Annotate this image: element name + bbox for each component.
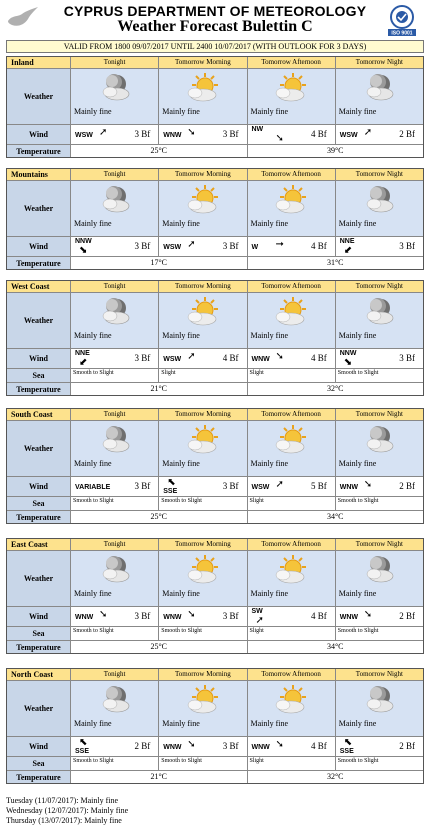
wind-direction: WNW [75,614,94,621]
wind-force: 5 Bf [311,481,327,491]
wind-direction: NNW [339,350,357,357]
wind-direction: WNW [339,614,359,621]
sea-state: Slight [248,627,336,640]
period-header: Tonight [71,669,159,680]
weather-cell [71,293,159,348]
temperature-label: Temperature [7,771,71,783]
wind-row [7,737,423,757]
wind-direction: WNW [339,484,359,491]
outlook-day: Tuesday (11/07/2017): Mainly fine [6,796,119,805]
sun-cloud-icon [273,72,309,104]
wind-row [7,607,423,627]
weather-description: Mainly fine [250,589,289,598]
region-header-row [7,539,423,551]
weather-label: Weather [7,551,71,606]
wind-arrow-icon: ➚ [255,615,264,626]
period-header: Tomorrow Afternoon [248,409,336,420]
wind-label: Wind [7,349,71,368]
wind-arrow-icon: ➘ [275,739,284,750]
wind-arrow-icon: ➚ [99,127,108,138]
wind-label: Wind [7,125,71,144]
sea-label: Sea [7,627,71,640]
period-header: Tomorrow Night [336,409,423,420]
region-header-row [7,409,423,421]
period-header: Tomorrow Morning [159,281,247,292]
weather-description: Mainly fine [162,331,200,340]
wind-row [7,125,423,145]
sun-cloud-icon [185,184,221,216]
wind-arrow-icon: ⬋ [343,245,353,256]
weather-description: Mainly fine [250,719,289,728]
region-name: Inland [7,57,71,68]
weather-row [7,69,423,125]
sea-state: Slight [248,757,336,770]
weather-description: Mainly fine [74,331,112,340]
wind-direction: WNW [163,744,182,751]
period-header: Tomorrow Morning [159,669,247,680]
wind-force: 3 Bf [222,481,239,491]
wind-label: Wind [7,607,71,626]
wind-cell [159,477,247,496]
wind-force: 3 Bf [399,241,415,251]
wind-direction: NNE [75,350,90,357]
sea-row [7,369,423,383]
wind-cell [159,737,247,756]
wind-force: 2 Bf [399,129,415,139]
weather-cell [248,293,336,348]
wind-arrow-icon: ⬉ [167,477,176,488]
sun-cloud-icon [273,424,309,456]
weather-description: Mainly fine [338,589,377,598]
wind-force: 4 Bf [222,353,239,363]
wind-cell [248,125,336,144]
period-header: Tonight [71,281,159,292]
weather-description: Mainly fine [162,459,200,468]
sun-cloud-icon [273,554,309,586]
wind-arrow-icon: ➚ [187,239,196,250]
wind-force: 3 Bf [134,129,151,139]
moon-cloud-icon [97,296,133,328]
weather-description: Mainly fine [74,459,112,468]
sea-label: Sea [7,369,71,382]
sea-state: Slight [248,497,336,510]
wind-arrow-icon: ➘ [187,739,196,750]
region-west-coast [6,280,424,396]
period-header: Tonight [71,539,159,550]
weather-cell [248,69,336,124]
temperature-row [7,145,423,157]
region-north-coast [6,668,424,784]
wind-cell [248,477,336,496]
sea-row [7,757,423,771]
wind-cell [336,607,423,626]
weather-label: Weather [7,681,71,736]
weather-description: Mainly fine [74,107,112,116]
wind-arrow-icon: ➘ [363,609,373,620]
sea-state: Smooth to Slight [337,758,379,764]
temperature-night: 25°C [71,145,248,157]
weather-description: Mainly fine [74,219,112,228]
temperature-day: 34°C [326,512,344,521]
sea-state: Smooth to Slight [159,627,247,640]
wind-force: 4 Bf [311,241,327,251]
wind-force: 2 Bf [399,611,415,621]
weather-row [7,421,423,477]
iso-badge-text: ISO 9001 [391,30,413,36]
weather-description: Mainly fine [250,219,289,228]
wind-cell [248,237,336,256]
temperature-day: 32°C [326,772,344,781]
moon-cloud-icon [361,424,397,456]
wind-force: 2 Bf [399,481,415,491]
weather-cell [336,421,423,476]
wind-direction: SSE [339,748,354,755]
region-name: Mountains [7,169,71,180]
wind-arrow-icon: ➞ [275,239,284,250]
moon-cloud-icon [97,424,133,456]
bulletin-title: Weather Forecast Bulettin C [117,18,313,35]
weather-cell [248,681,336,736]
wind-label: Wind [7,477,71,496]
weather-row [7,551,423,607]
weather-cell [336,681,423,736]
weather-cell [159,181,247,236]
sea-row [7,627,423,641]
sun-cloud-icon [185,554,221,586]
wind-arrow-icon: ⬋ [79,357,88,368]
sun-cloud-icon [185,424,221,456]
wind-force: 3 Bf [222,741,239,751]
sun-cloud-icon [185,72,221,104]
temperature-row [7,383,423,395]
temperature-label: Temperature [7,641,71,653]
wind-cell [336,237,423,256]
sea-state: Smooth to Slight [71,757,159,770]
wind-cell [159,237,247,256]
wind-cell [159,607,247,626]
region-name: South Coast [7,409,71,420]
sea-label: Sea [7,757,71,770]
wind-arrow-icon: ⬊ [79,245,88,256]
weather-cell [336,551,423,606]
period-header: Tomorrow Afternoon [248,281,336,292]
weather-description: Mainly fine [162,219,200,228]
weather-description: Mainly fine [162,589,200,598]
weather-cell [71,681,159,736]
weather-cell [159,681,247,736]
weather-cell [159,551,247,606]
wind-arrow-icon: ➘ [187,609,196,620]
wind-force: 3 Bf [222,241,239,251]
region-name: West Coast [7,281,71,292]
region-name: North Coast [7,669,71,680]
temperature-label: Temperature [7,257,71,269]
weather-label: Weather [7,69,71,124]
temperature-day: 34°C [326,642,344,651]
sea-state: Smooth to Slight [159,757,247,770]
wind-row [7,477,423,497]
wind-force: 3 Bf [134,353,151,363]
weather-cell [71,69,159,124]
region-mountains [6,168,424,270]
period-header: Tomorrow Afternoon [248,169,336,180]
temperature-label: Temperature [7,511,71,523]
department-title: CYPRUS DEPARTMENT OF METEOROLOGY [63,3,367,19]
period-header: Tomorrow Morning [159,409,247,420]
outlook-day: Wednesday (12/07/2017): Mainly fine [6,806,129,815]
weather-cell [71,421,159,476]
wind-cell [248,349,336,368]
period-header: Tomorrow Night [336,539,423,550]
wind-arrow-icon: ➘ [187,127,196,138]
weather-cell [71,551,159,606]
weather-cell [159,293,247,348]
temperature-row [7,771,423,783]
weather-description: Mainly fine [250,331,289,340]
wind-cell [248,737,336,756]
sea-state: Smooth to Slight [337,370,379,376]
weather-description: Mainly fine [250,107,289,116]
wind-cell [159,125,247,144]
weather-row [7,293,423,349]
wind-direction: NW [251,126,264,133]
wind-row [7,349,423,369]
wind-cell [71,477,159,496]
outlook [6,796,128,826]
region-header-row [7,169,423,181]
wind-force: 4 Bf [311,129,327,139]
weather-description: Mainly fine [162,719,200,728]
wind-cell [71,237,159,256]
wind-label: Wind [7,237,71,256]
weather-cell [71,181,159,236]
wind-cell [336,477,423,496]
validity-banner: VALID FROM 1800 09/07/2017 UNTIL 2400 10/07/2017 (WITH OUTLOOK FOR 3 DAYS) [6,40,424,53]
period-header: Tonight [71,169,159,180]
moon-cloud-icon [361,184,397,216]
weather-label: Weather [7,181,71,236]
moon-cloud-icon [361,684,397,716]
period-header: Tomorrow Afternoon [248,539,336,550]
wind-cell [71,125,159,144]
wind-direction: SW [251,608,263,615]
weather-row [7,181,423,237]
wind-arrow-icon: ➚ [363,127,373,138]
period-header: Tomorrow Afternoon [248,669,336,680]
period-header: Tonight [71,57,159,68]
temperature-day: 32°C [326,384,344,393]
weather-description: Mainly fine [338,219,377,228]
sun-cloud-icon [273,184,309,216]
wind-force: 4 Bf [311,741,327,751]
period-header: Tomorrow Afternoon [248,57,336,68]
weather-description: Mainly fine [338,459,377,468]
temperature-night: 25°C [71,641,248,653]
wind-force: 3 Bf [134,241,151,251]
wind-force: 4 Bf [311,353,327,363]
wind-force: 4 Bf [311,611,327,621]
region-header-row [7,57,423,69]
sea-state: Smooth to Slight [337,498,379,504]
wind-cell [71,349,159,368]
sun-cloud-icon [185,684,221,716]
weather-description: Mainly fine [338,331,377,340]
wind-direction: NNE [339,238,355,245]
wind-arrow-icon: ➘ [99,609,108,620]
period-header: Tomorrow Night [336,669,423,680]
region-south-coast [6,408,424,524]
outlook-day: Thursday (13/07/2017): Mainly fine [6,816,122,825]
wind-arrow-icon: ➘ [275,133,284,144]
temperature-day: 39°C [326,146,344,155]
wind-arrow-icon: ⬊ [343,357,353,368]
wind-direction: W [251,244,259,251]
weather-cell [336,181,423,236]
weather-cell [248,421,336,476]
period-header: Tomorrow Night [336,57,423,68]
wind-force: 3 Bf [222,611,239,621]
sea-state: Smooth to Slight [71,369,159,382]
wind-force: 3 Bf [134,481,151,491]
temperature-row [7,641,423,653]
period-header: Tomorrow Morning [159,57,247,68]
wind-direction: SSE [75,748,90,755]
wind-cell [71,737,159,756]
weather-label: Weather [7,293,71,348]
wind-direction: WSW [163,356,182,363]
wind-arrow-icon: ➘ [363,479,373,490]
moon-cloud-icon [361,72,397,104]
bulletin-header [0,0,430,38]
wind-direction: WNW [251,356,270,363]
wind-direction: WSW [163,244,182,251]
moon-cloud-icon [361,554,397,586]
region-inland [6,56,424,158]
sun-cloud-icon [273,296,309,328]
weather-cell [159,421,247,476]
temperature-day: 31°C [326,258,344,267]
sea-label: Sea [7,497,71,510]
wind-direction: WNW [163,132,182,139]
temperature-night: 21°C [71,771,248,783]
temperature-label: Temperature [7,383,71,395]
wind-direction: WSW [251,484,270,491]
temperature-row [7,511,423,523]
weather-row [7,681,423,737]
wind-arrow-icon: ⬉ [343,737,353,748]
wind-arrow-icon: ⬉ [79,737,88,748]
wind-cell [248,607,336,626]
wind-force: 2 Bf [399,741,415,751]
wind-cell [336,125,423,144]
wind-force: 3 Bf [399,353,415,363]
weather-cell [336,69,423,124]
wind-direction: VARIABLE [75,484,111,491]
moon-cloud-icon [97,554,133,586]
wind-direction: WNW [163,614,182,621]
moon-cloud-icon [97,684,133,716]
wind-arrow-icon: ➚ [275,479,284,490]
weather-description: Mainly fine [338,107,377,116]
wind-direction: NNW [75,238,92,245]
weather-description: Mainly fine [162,107,200,116]
sea-state: Slight [248,369,336,382]
wind-cell [71,607,159,626]
sea-row [7,497,423,511]
sea-state: Slight [159,369,247,382]
wind-force: 3 Bf [222,129,239,139]
wind-arrow-icon: ➚ [187,351,196,362]
wind-arrow-icon: ➘ [275,351,284,362]
period-header: Tonight [71,409,159,420]
temperature-row [7,257,423,269]
weather-label: Weather [7,421,71,476]
temperature-night: 21°C [71,383,248,395]
period-header: Tomorrow Morning [159,169,247,180]
wind-force: 2 Bf [134,741,151,751]
wind-direction: SSE [163,488,178,495]
temperature-night: 17°C [71,257,248,269]
wind-label: Wind [7,737,71,756]
region-name: East Coast [7,539,71,550]
sun-cloud-icon [185,296,221,328]
weather-cell [159,69,247,124]
period-header: Tomorrow Morning [159,539,247,550]
sea-state: Smooth to Slight [71,497,159,510]
moon-cloud-icon [97,184,133,216]
wind-cell [336,737,423,756]
weather-cell [248,181,336,236]
weather-description: Mainly fine [74,589,112,598]
weather-cell [248,551,336,606]
wind-direction: WSW [75,132,93,139]
region-header-row [7,669,423,681]
wind-direction: WSW [339,132,358,139]
temperature-label: Temperature [7,145,71,157]
moon-cloud-icon [97,72,133,104]
sea-state: Smooth to Slight [71,627,159,640]
wind-row [7,237,423,257]
wind-cell [159,349,247,368]
temperature-night: 25°C [71,511,248,523]
wind-force: 3 Bf [134,611,151,621]
period-header: Tomorrow Night [336,169,423,180]
sea-state: Smooth to Slight [337,628,379,634]
weather-description: Mainly fine [250,459,289,468]
period-header: Tomorrow Night [336,281,423,292]
sun-cloud-icon [273,684,309,716]
wind-direction: WNW [251,744,270,751]
wind-cell [336,349,423,368]
region-header-row [7,281,423,293]
moon-cloud-icon [361,296,397,328]
region-east-coast [6,538,424,654]
weather-description: Mainly fine [338,719,377,728]
sea-state: Smooth to Slight [159,497,247,510]
iso-certification-icon [386,4,418,36]
weather-cell [336,293,423,348]
weather-description: Mainly fine [74,719,112,728]
